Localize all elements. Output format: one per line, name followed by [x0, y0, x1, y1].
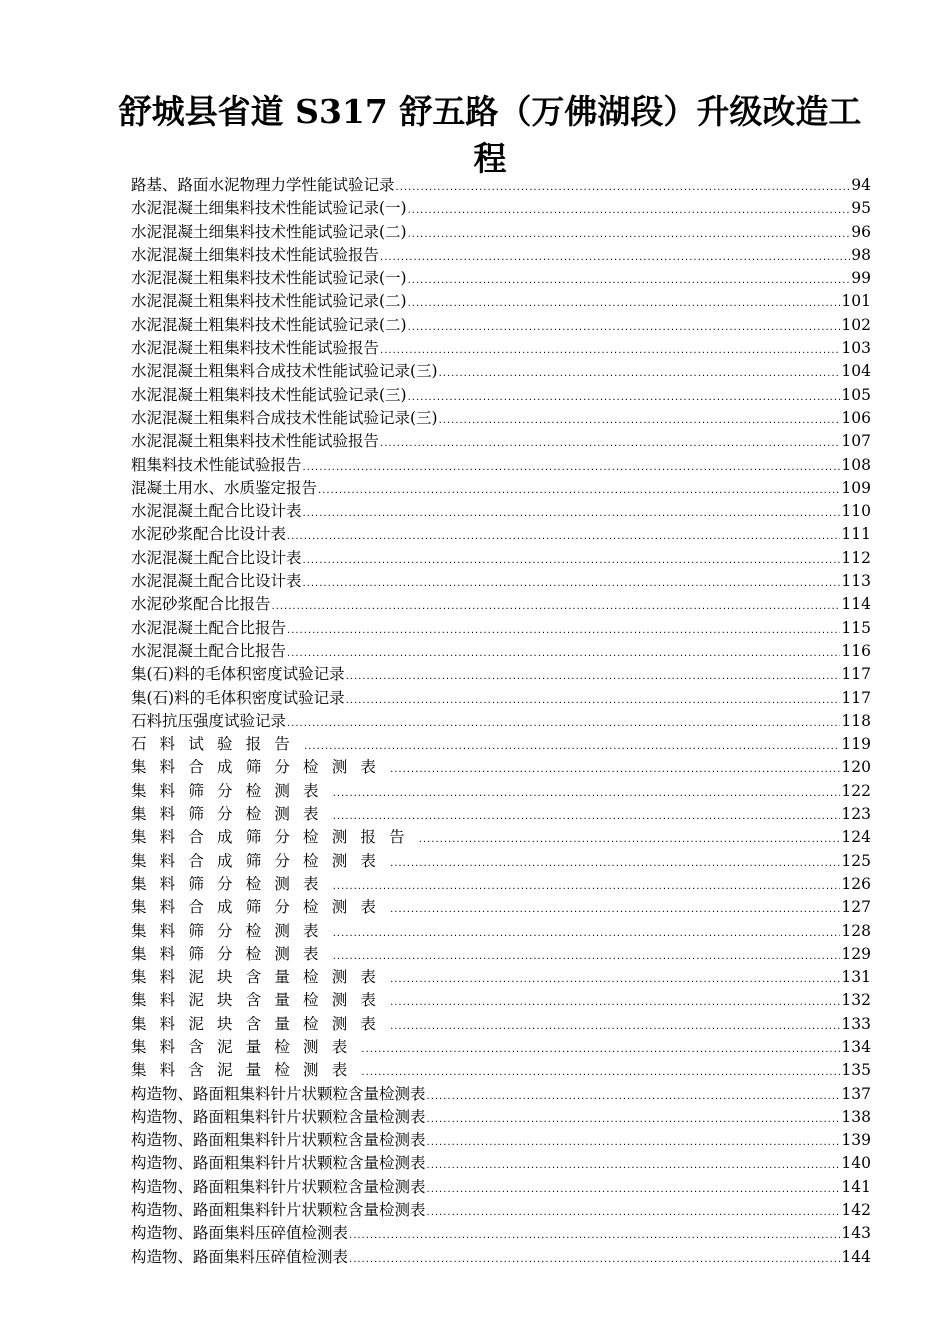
toc-entry[interactable] — [131, 384, 871, 407]
toc-entry-title: 集(石)料的毛体积密度试验记录 — [131, 688, 345, 707]
dot-leader — [333, 922, 841, 945]
toc-entry-title: 水泥混凝土配合比设计表 — [131, 572, 302, 591]
dot-leader — [349, 1248, 840, 1271]
toc-entry[interactable] — [131, 523, 871, 546]
dot-leader — [303, 549, 841, 572]
toc-entry-title: 集料筛分检测表 — [131, 921, 332, 940]
title-line-2: 程 — [473, 139, 507, 178]
title-line-1: 舒城县省道 S317 舒五路（万佛湖段）升级改造工 — [118, 92, 862, 131]
toc-entry[interactable] — [131, 454, 871, 477]
toc-entry[interactable] — [131, 1013, 871, 1036]
toc-entry-page-number: 141 — [841, 1177, 871, 1196]
toc-entry[interactable] — [131, 430, 871, 453]
toc-entry[interactable] — [131, 943, 871, 966]
dot-leader — [390, 758, 840, 781]
toc-entry[interactable] — [131, 826, 871, 849]
toc-entry[interactable] — [131, 290, 871, 313]
dot-leader — [408, 269, 851, 292]
toc-entry[interactable] — [131, 1106, 871, 1129]
toc-entry-title: 水泥混凝土细集料技术性能试验报告 — [131, 245, 380, 264]
toc-entry-page-number: 101 — [841, 292, 871, 311]
toc-entry-title: 粗集料技术性能试验报告 — [131, 455, 302, 474]
toc-entry-title: 构造物、路面粗集料针片状颗粒含量检测表 — [131, 1154, 426, 1173]
toc-entry-title: 水泥混凝土细集料技术性能试验记录(一) — [131, 199, 407, 218]
toc-entry-title: 水泥混凝土配合比报告 — [131, 618, 287, 637]
toc-entry[interactable] — [131, 663, 871, 686]
toc-entry[interactable] — [131, 477, 871, 500]
toc-entry-page-number: 105 — [841, 385, 871, 404]
toc-entry-title: 集(石)料的毛体积密度试验记录 — [131, 665, 345, 684]
toc-entry-title: 集料筛分检测表 — [131, 874, 332, 893]
dot-leader — [390, 991, 840, 1014]
toc-entry-title: 集料合成筛分检测报告 — [131, 828, 418, 847]
toc-entry[interactable] — [131, 1129, 871, 1152]
toc-entry-title: 水泥混凝土粗集料技术性能试验记录(三) — [131, 385, 407, 404]
toc-entry-page-number: 129 — [841, 944, 871, 963]
toc-entry[interactable] — [131, 197, 871, 220]
toc-entry[interactable] — [131, 803, 871, 826]
toc-entry-title: 构造物、路面集料压碎值检测表 — [131, 1224, 349, 1243]
toc-entry-title: 水泥混凝土配合比报告 — [131, 641, 287, 660]
toc-entry-page-number: 135 — [841, 1061, 871, 1080]
toc-entry[interactable] — [131, 733, 871, 756]
toc-entry-page-number: 143 — [841, 1224, 871, 1243]
dot-leader — [346, 689, 841, 712]
toc-entry-title: 水泥混凝土粗集料技术性能试验记录(一) — [131, 269, 407, 288]
toc-entry-title: 水泥混凝土粗集料技术性能试验报告 — [131, 339, 380, 358]
dot-leader — [390, 898, 840, 921]
toc-entry-page-number: 124 — [841, 828, 871, 847]
dot-leader — [427, 1131, 841, 1154]
toc-entry-page-number: 108 — [841, 455, 871, 474]
toc-entry-title: 集料合成筛分检测表 — [131, 851, 390, 870]
toc-entry-title: 水泥混凝土配合比设计表 — [131, 502, 302, 521]
toc-entry-title: 集料合成筛分检测表 — [131, 758, 390, 777]
dot-leader — [439, 362, 841, 385]
toc-entry[interactable] — [131, 756, 871, 779]
toc-entry-page-number: 128 — [841, 921, 871, 940]
dot-leader — [439, 409, 841, 432]
toc-entry[interactable] — [131, 687, 871, 710]
toc-entry-title: 水泥砂浆配合比报告 — [131, 595, 271, 614]
dot-leader — [380, 246, 850, 269]
dot-leader — [287, 525, 840, 548]
toc-entry-page-number: 96 — [851, 222, 871, 241]
toc-entry-title: 水泥混凝土粗集料技术性能试验记录(二) — [131, 315, 407, 334]
toc-entry-page-number: 144 — [841, 1247, 871, 1266]
dot-leader — [396, 176, 851, 199]
dot-leader — [427, 1085, 841, 1108]
toc-entry-page-number: 102 — [841, 315, 871, 334]
dot-leader — [303, 502, 841, 525]
dot-leader — [303, 572, 841, 595]
toc-entry-title: 路基、路面水泥物理力学性能试验记录 — [131, 176, 395, 194]
toc-entry-title: 集料筛分检测表 — [131, 805, 332, 824]
toc-entry[interactable] — [131, 1199, 871, 1222]
toc-entry-page-number: 120 — [841, 758, 871, 777]
toc-entry-page-number: 98 — [851, 245, 871, 264]
dot-leader — [333, 782, 841, 805]
toc-entry-page-number: 125 — [841, 851, 871, 870]
toc-entry-page-number: 122 — [841, 781, 871, 800]
dot-leader — [427, 1154, 841, 1177]
toc-entry-title: 集料泥块含量检测表 — [131, 1014, 390, 1033]
dot-leader — [287, 712, 840, 735]
dot-leader — [408, 199, 851, 222]
toc-entry-title: 水泥混凝土细集料技术性能试验记录(二) — [131, 222, 407, 241]
toc-entry-title: 集料泥块含量检测表 — [131, 991, 390, 1010]
toc-entry-page-number: 138 — [841, 1107, 871, 1126]
toc-entry-page-number: 132 — [841, 991, 871, 1010]
dot-leader — [390, 852, 840, 875]
toc-entry[interactable] — [131, 547, 871, 570]
dot-leader — [333, 875, 841, 898]
dot-leader — [380, 432, 840, 455]
toc-entry-page-number: 95 — [851, 199, 871, 218]
dot-leader — [333, 805, 841, 828]
toc-entry-page-number: 113 — [841, 572, 871, 591]
toc-entry-title: 水泥混凝土粗集料合成技术性能试验记录(三) — [131, 362, 438, 381]
toc-entry[interactable] — [131, 337, 871, 360]
toc-entry[interactable] — [131, 221, 871, 244]
toc-entry[interactable] — [131, 593, 871, 616]
toc-entry[interactable] — [131, 570, 871, 593]
toc-entry-title: 水泥砂浆配合比设计表 — [131, 525, 287, 544]
dot-leader — [304, 735, 840, 758]
toc-entry[interactable] — [131, 966, 871, 989]
toc-entry-title: 集料泥块含量检测表 — [131, 968, 390, 987]
toc-entry[interactable] — [131, 267, 871, 290]
toc-entry-title: 水泥混凝土配合比设计表 — [131, 548, 302, 567]
toc-entry[interactable] — [131, 1083, 871, 1106]
toc-entry-title: 构造物、路面粗集料针片状颗粒含量检测表 — [131, 1177, 426, 1196]
dot-leader — [346, 665, 841, 688]
document-title — [100, 88, 880, 182]
toc-entry[interactable] — [131, 617, 871, 640]
toc-entry-title: 水泥混凝土粗集料合成技术性能试验记录(三) — [131, 408, 438, 427]
toc-entry-title: 集料含泥量检测表 — [131, 1037, 361, 1056]
toc-entry-page-number: 123 — [841, 805, 871, 824]
toc-entry-page-number: 127 — [841, 898, 871, 917]
dot-leader — [419, 828, 841, 851]
dot-leader — [272, 595, 841, 618]
toc-entry-page-number: 106 — [841, 408, 871, 427]
toc-entry[interactable] — [131, 407, 871, 430]
toc-entry[interactable] — [131, 850, 871, 873]
toc-entry[interactable] — [131, 780, 871, 803]
toc-entry-title: 水泥混凝土粗集料技术性能试验报告 — [131, 432, 380, 451]
dot-leader — [390, 968, 840, 991]
toc-entry[interactable] — [131, 1176, 871, 1199]
toc-entry-page-number: 107 — [841, 432, 871, 451]
toc-entry-page-number: 142 — [841, 1201, 871, 1220]
toc-entry[interactable] — [131, 1036, 871, 1059]
toc-entry[interactable] — [131, 314, 871, 337]
toc-entry-title: 石料试验报告 — [131, 735, 304, 754]
toc-entry-title: 集料含泥量检测表 — [131, 1061, 361, 1080]
dot-leader — [380, 339, 840, 362]
toc-entry[interactable] — [131, 920, 871, 943]
toc-entry[interactable] — [131, 873, 871, 896]
toc-entry-page-number: 117 — [841, 688, 871, 707]
toc-entry-page-number: 131 — [841, 968, 871, 987]
dot-leader — [349, 1224, 840, 1247]
toc-entry-page-number: 99 — [851, 269, 871, 288]
toc-entry[interactable] — [131, 1222, 871, 1245]
toc-entry-title: 构造物、路面粗集料针片状颗粒含量检测表 — [131, 1131, 426, 1150]
toc-entry-page-number: 110 — [841, 502, 871, 521]
table-of-contents — [131, 174, 871, 1269]
toc-entry-title: 石料抗压强度试验记录 — [131, 711, 287, 730]
toc-entry-page-number: 94 — [851, 176, 871, 194]
toc-entry-title: 构造物、路面粗集料针片状颗粒含量检测表 — [131, 1107, 426, 1126]
dot-leader — [427, 1201, 841, 1224]
toc-entry-title: 混凝土用水、水质鉴定报告 — [131, 478, 318, 497]
toc-entry-page-number: 115 — [841, 618, 871, 637]
toc-entry[interactable] — [131, 500, 871, 523]
toc-entry[interactable] — [131, 174, 871, 197]
dot-leader — [287, 619, 840, 642]
toc-entry[interactable] — [131, 1152, 871, 1175]
toc-entry-page-number: 126 — [841, 874, 871, 893]
toc-entry[interactable] — [131, 1246, 871, 1269]
dot-leader — [287, 642, 840, 665]
toc-entry[interactable] — [131, 640, 871, 663]
toc-entry[interactable] — [131, 244, 871, 267]
toc-entry-page-number: 114 — [841, 595, 871, 614]
toc-entry-page-number: 139 — [841, 1131, 871, 1150]
dot-leader — [318, 479, 840, 502]
dot-leader — [390, 1015, 840, 1038]
toc-entry-title: 集料合成筛分检测表 — [131, 898, 390, 917]
toc-entry-page-number: 103 — [841, 339, 871, 358]
toc-entry-page-number: 109 — [841, 478, 871, 497]
dot-leader — [408, 223, 851, 246]
toc-entry[interactable] — [131, 896, 871, 919]
toc-entry[interactable] — [131, 989, 871, 1012]
toc-entry-title: 集料筛分检测表 — [131, 781, 332, 800]
toc-entry-page-number: 134 — [841, 1037, 871, 1056]
dot-leader — [427, 1178, 841, 1201]
toc-entry-page-number: 104 — [841, 362, 871, 381]
toc-entry-page-number: 118 — [841, 711, 871, 730]
dot-leader — [361, 1038, 840, 1061]
toc-entry[interactable] — [131, 360, 871, 383]
toc-entry[interactable] — [131, 1059, 871, 1082]
dot-leader — [408, 292, 841, 315]
toc-entry-title: 水泥混凝土粗集料技术性能试验记录(二) — [131, 292, 407, 311]
dot-leader — [361, 1061, 840, 1084]
toc-entry[interactable] — [131, 710, 871, 733]
toc-entry-page-number: 117 — [841, 665, 871, 684]
toc-entry-title: 集料筛分检测表 — [131, 944, 332, 963]
dot-leader — [303, 456, 841, 479]
dot-leader — [408, 316, 841, 339]
toc-entry-page-number: 111 — [841, 525, 871, 544]
toc-entry-page-number: 112 — [841, 548, 871, 567]
toc-entry-title: 构造物、路面粗集料针片状颗粒含量检测表 — [131, 1201, 426, 1220]
dot-leader — [333, 945, 841, 968]
toc-entry-page-number: 133 — [841, 1014, 871, 1033]
dot-leader — [408, 386, 841, 409]
toc-entry-title: 构造物、路面集料压碎值检测表 — [131, 1247, 349, 1266]
toc-entry-title: 构造物、路面粗集料针片状颗粒含量检测表 — [131, 1084, 426, 1103]
toc-entry-page-number: 137 — [841, 1084, 871, 1103]
toc-entry-page-number: 119 — [841, 735, 871, 754]
dot-leader — [427, 1108, 841, 1131]
toc-entry-page-number: 116 — [841, 641, 871, 660]
toc-entry-page-number: 140 — [841, 1154, 871, 1173]
